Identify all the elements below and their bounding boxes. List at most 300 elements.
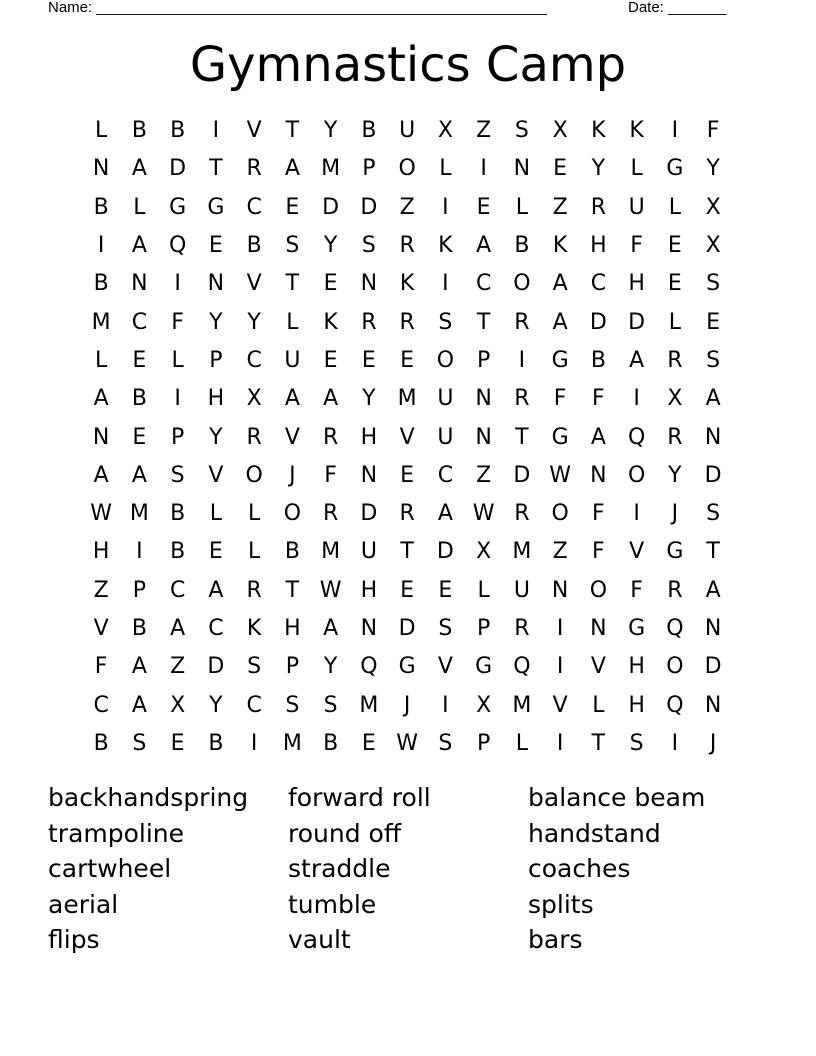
grid-cell: G [398,654,416,680]
grid-cell: A [170,616,186,641]
grid-cell: B [131,386,147,412]
grid-cell: R [399,501,415,527]
grid-cell: A [552,271,568,297]
grid-cell: A [552,309,568,335]
grid-cell: G [666,156,684,182]
grid-cell: E [285,194,300,220]
grid-cell: H [628,692,645,718]
date-field[interactable]: Date: _______ [628,0,727,16]
grid-cell: F [553,386,567,412]
grid-cell: S [247,654,262,680]
grid-cell: L [439,156,452,182]
grid-cell: L [515,194,528,220]
grid-cell: D [628,309,646,335]
word-list-item: splits [528,889,594,919]
grid-cell: V [437,654,453,680]
grid-cell: H [360,424,378,450]
grid-cell: C [169,577,186,603]
grid-cell: E [208,233,223,259]
grid-cell: C [93,692,109,718]
grid-cell: I [671,118,679,144]
grid-cell: E [667,233,682,259]
grid-cell: X [437,118,453,144]
grid-cell: L [133,194,146,220]
grid-cell: U [628,194,645,220]
grid-cell: Y [668,462,682,488]
grid-cell: O [283,501,302,527]
grid-cell: Z [399,194,415,220]
grid-cell: R [322,501,339,527]
grid-cell: L [592,692,605,718]
grid-cell: F [324,462,337,488]
word-list [48,780,768,958]
grid-cell: B [170,118,186,144]
grid-cell: H [590,233,607,259]
grid-cell: G [628,616,646,641]
grid-cell: K [591,118,606,144]
grid-cell: L [286,309,299,335]
grid-cell: A [131,156,147,182]
grid-cell: E [400,347,415,373]
grid-cell: E [400,462,415,488]
grid-cell: W [472,501,495,527]
grid-cell: R [246,577,262,603]
grid-cell: C [437,462,454,488]
grid-cell: V [246,118,262,144]
grid-cell: D [398,616,416,641]
grid-cell: S [438,309,453,335]
grid-cell: F [630,577,643,603]
grid-cell: O [627,462,646,488]
grid-cell: N [360,462,378,488]
grid-cell: F [592,539,605,565]
grid-cell: V [590,654,606,680]
grid-cell: H [360,577,378,603]
grid-cell: H [628,271,645,297]
grid-cell: T [591,730,606,756]
grid-cell: I [633,501,640,527]
grid-cell: B [514,233,530,259]
grid-cell: E [361,730,376,756]
grid-cell: S [706,271,721,297]
grid-cell: U [284,347,301,373]
grid-cell: N [704,616,722,641]
grid-cell: O [513,271,531,297]
grid-cell: P [362,156,376,182]
grid-cell: V [284,424,300,450]
grid-cell: A [131,692,147,718]
grid-cell: Y [323,654,338,680]
grid-cell: L [171,347,184,373]
grid-cell: R [514,309,530,335]
grid-cell: Y [706,156,720,182]
grid-cell: I [174,386,181,412]
grid-cell: S [706,501,721,527]
grid-cell: X [705,233,721,259]
grid-cell: T [285,577,300,603]
grid-cell: E [208,539,223,565]
grid-cell: S [438,730,453,756]
word-list-item: tumble [288,889,377,919]
grid-cell: C [246,692,262,718]
grid-cell: L [515,730,528,756]
grid-cell: R [399,233,415,259]
grid-cell: A [93,462,109,488]
grid-cell: V [208,462,224,488]
grid-cell: F [592,501,605,527]
grid-cell: A [323,386,339,412]
grid-cell: A [131,462,147,488]
grid-cell: E [361,347,376,373]
grid-cell: H [284,616,301,641]
grid-cell: N [551,577,569,603]
grid-cell: O [436,347,455,373]
grid-cell: M [512,692,532,718]
grid-cell: E [553,156,568,182]
grid-cell: J [709,730,717,756]
grid-cell: B [323,730,339,756]
grid-cell: Q [627,424,646,450]
grid-cell: N [131,271,148,297]
grid-cell: N [92,424,110,450]
grid-cell: E [323,271,338,297]
grid-cell: I [556,654,564,680]
word-list-item: vault [288,925,351,955]
word-list-item: forward roll [288,783,431,812]
grid-cell: A [93,386,109,412]
grid-cell: I [556,730,564,756]
grid-cell: R [667,347,683,373]
grid-cell: B [208,730,224,756]
grid-cell: I [212,118,220,144]
grid-cell: X [476,539,492,565]
grid-cell: A [284,386,300,412]
word-list-item: trampoline [48,818,185,848]
grid-cell: I [633,386,640,412]
grid-cell: B [284,539,300,565]
grid-cell: I [556,616,564,641]
grid-cell: D [704,654,722,680]
grid-cell: N [360,271,378,297]
grid-cell: I [250,730,258,756]
grid-cell: G [207,194,225,220]
word-list-item: round off [288,818,402,848]
grid-cell: L [247,501,261,527]
grid-cell: O [398,156,416,182]
grid-cell: P [285,654,300,680]
grid-cell: T [515,424,529,450]
grid-cell: A [590,424,606,450]
grid-cell: Z [552,194,568,220]
grid-cell: X [246,386,262,412]
grid-cell: C [475,271,492,297]
grid-cell: G [666,539,684,565]
grid-cell: L [94,118,108,144]
grid-cell: H [628,654,645,680]
grid-cell: E [400,577,415,603]
word-list-item: aerial [48,889,119,919]
grid-cell: U [399,118,416,144]
grid-cell: A [705,577,721,603]
grid-cell: L [668,309,681,335]
grid-cell: I [671,730,679,756]
word-list-item: flips [48,925,100,955]
grid-cell: D [169,156,187,182]
grid-cell: I [442,194,449,220]
grid-cell: S [285,233,300,259]
word-list-item: balance beam [528,783,706,812]
grid-cell: B [361,118,377,144]
grid-cell: O [551,501,569,527]
grid-cell: H [207,386,225,412]
grid-cell: B [170,501,186,527]
grid-cell: Q [666,692,684,718]
grid-cell: R [514,501,530,527]
grid-cell: U [360,539,377,565]
name-field[interactable]: Name: ______________________________________________________ [48,0,547,16]
grid-cell: M [282,730,302,756]
grid-cell: D [360,501,378,527]
grid-cell: S [706,347,721,373]
grid-cell: V [399,424,415,450]
grid-cell: I [442,692,449,718]
grid-cell: M [321,156,341,182]
grid-cell: T [476,309,491,335]
grid-cell: A [629,347,645,373]
grid-cell: K [246,616,262,641]
grid-cell: O [589,577,608,603]
grid-cell: F [592,386,605,412]
grid-cell: A [437,501,453,527]
grid-cell: A [284,156,300,182]
grid-cell: D [207,654,225,680]
grid-cell: X [476,692,492,718]
grid-cell: E [667,271,682,297]
grid-cell: N [92,156,110,182]
grid-cell: Y [323,233,338,259]
letter-grid [82,112,732,763]
grid-cell: R [361,309,377,335]
grid-cell: A [208,577,224,603]
grid-cell: R [590,194,607,220]
grid-cell: E [170,730,185,756]
grid-cell: B [131,616,147,641]
grid-cell: D [360,194,378,220]
grid-cell: B [170,539,186,565]
grid-cell: R [246,424,262,450]
grid-cell: I [518,347,526,373]
grid-cell: L [668,194,681,220]
grid-cell: W [319,577,342,603]
grid-cell: B [93,194,109,220]
grid-cell: S [170,462,185,488]
grid-cell: K [552,233,568,259]
grid-cell: S [132,730,147,756]
grid-cell: H [92,539,110,565]
grid-cell: Q [666,616,684,641]
grid-cell: B [246,233,262,259]
grid-cell: D [589,309,607,335]
word-list-item: handstand [528,818,661,848]
grid-cell: X [705,194,721,220]
grid-cell: M [129,501,149,527]
grid-cell: R [667,577,683,603]
grid-cell: K [629,118,644,144]
grid-cell: B [93,730,109,756]
grid-cell: V [552,692,568,718]
grid-cell: F [171,309,184,335]
grid-cell: P [170,424,185,450]
grid-cell: I [442,271,449,297]
grid-cell: S [361,233,376,259]
grid-cell: E [323,347,338,373]
grid-cell: I [97,233,105,259]
grid-cell: S [285,692,300,718]
grid-cell: I [480,156,487,182]
grid-cell: F [94,654,108,680]
grid-cell: Q [168,233,187,259]
grid-cell: W [90,501,112,527]
grid-cell: M [397,386,417,412]
grid-cell: T [400,539,414,565]
grid-cell: D [322,194,340,220]
grid-cell: O [245,462,263,488]
grid-cell: Z [93,577,109,603]
grid-cell: P [476,730,491,756]
grid-cell: M [512,539,532,565]
grid-cell: R [514,386,530,412]
grid-cell: X [552,118,568,144]
header [48,0,748,20]
grid-cell: L [247,539,261,565]
grid-cell: U [437,424,454,450]
grid-cell: I [136,539,143,565]
grid-cell: N [207,271,225,297]
word-list-item: straddle [288,854,391,884]
grid-cell: C [246,347,262,373]
grid-cell: E [706,309,721,335]
grid-cell: B [590,347,606,373]
grid-cell: M [321,539,341,565]
grid-cell: V [246,271,262,297]
grid-cell: P [209,347,223,373]
grid-cell: N [704,424,722,450]
grid-cell: R [399,309,415,335]
grid-cell: A [131,233,147,259]
grid-cell: N [360,616,378,641]
grid-cell: W [549,462,571,488]
grid-cell: J [671,501,679,527]
grid-cell: C [131,309,148,335]
grid-cell: P [476,347,491,373]
grid-cell: L [630,156,643,182]
word-list-item: coaches [528,854,631,884]
grid-cell: A [476,233,492,259]
grid-cell: L [209,501,222,527]
grid-cell: E [132,424,147,450]
grid-cell: E [476,194,491,220]
grid-cell: D [704,462,722,488]
grid-cell: R [246,156,262,182]
grid-cell: M [359,692,379,718]
grid-cell: K [438,233,453,259]
grid-cell: A [705,386,721,412]
grid-cell: G [551,347,569,373]
grid-cell: T [706,539,720,565]
page-title: Gymnastics Camp [189,37,627,93]
grid-cell: Q [360,654,378,680]
word-list-item: cartwheel [48,854,172,884]
grid-cell: E [132,347,147,373]
grid-cell: V [629,539,645,565]
grid-cell: G [475,654,493,680]
grid-cell: S [323,692,338,718]
grid-cell: N [590,616,607,641]
grid-cell: X [170,692,186,718]
grid-cell: Z [476,462,492,488]
grid-cell: P [132,577,147,603]
grid-cell: J [289,462,296,488]
grid-cell: A [131,654,147,680]
grid-cell: L [477,577,490,603]
grid-cell: I [174,271,181,297]
word-list-item: backhandspring [48,783,249,812]
grid-cell: D [513,462,531,488]
grid-cell: B [131,118,147,144]
grid-cell: P [476,616,491,641]
grid-cell: N [475,386,492,412]
grid-cell: K [323,309,338,335]
grid-cell: C [246,194,262,220]
grid-cell: W [396,730,418,756]
grid-cell: U [437,386,454,412]
grid-cell: Z [170,654,186,680]
grid-cell: F [706,118,720,144]
grid-cell: O [666,654,684,680]
grid-cell: A [323,616,339,641]
grid-cell: T [285,118,300,144]
grid-cell: S [438,616,453,641]
grid-cell: V [93,616,109,641]
grid-cell: N [513,156,531,182]
grid-cell: Z [552,539,568,565]
grid-cell: M [91,309,111,335]
word-list-item: bars [528,925,583,955]
grid-cell: X [667,386,683,412]
grid-cell: C [590,271,607,297]
grid-cell: G [551,424,569,450]
grid-cell: G [169,194,187,220]
grid-cell: Y [323,118,338,144]
grid-cell: Z [476,118,492,144]
grid-cell: U [513,577,530,603]
grid-cell: E [438,577,453,603]
grid-cell: Q [513,654,531,680]
grid-cell: Y [362,386,376,412]
grid-cell: C [208,616,224,641]
grid-cell: S [629,730,644,756]
grid-cell: Y [209,309,223,335]
grid-cell: K [399,271,415,297]
grid-cell: D [436,539,454,565]
grid-cell: F [630,233,643,259]
grid-cell: R [514,616,530,641]
grid-cell: R [667,424,683,450]
grid-cell: J [403,692,411,718]
grid-cell: Y [209,692,223,718]
grid-cell: L [94,347,108,373]
grid-cell: N [704,692,722,718]
